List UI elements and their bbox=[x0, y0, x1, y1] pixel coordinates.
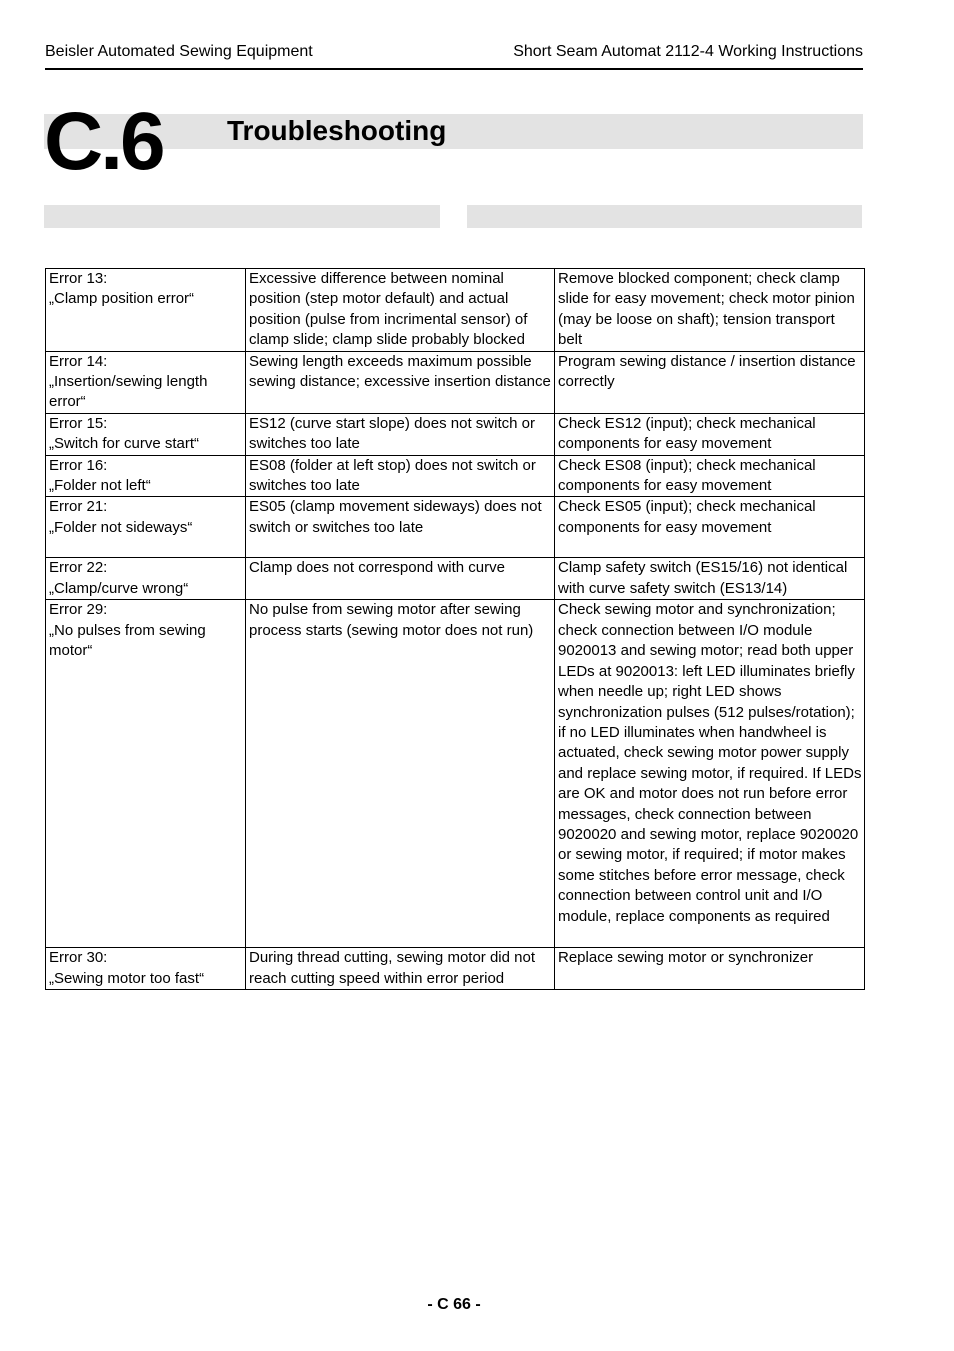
cause-cell: ES12 (curve start slope) does not switch or switches too late bbox=[246, 413, 555, 455]
cause-cell: During thread cutting, sewing motor did not reach cutting speed within error period bbox=[246, 948, 555, 990]
page-number: - C 66 - bbox=[427, 1296, 481, 1313]
table-row bbox=[46, 600, 865, 948]
error-code: Error 21: bbox=[49, 498, 108, 516]
error-cell bbox=[46, 948, 246, 990]
error-code: Error 16: bbox=[49, 456, 108, 474]
error-code: Error 30: bbox=[49, 949, 108, 967]
error-code: Error 13: bbox=[49, 270, 108, 287]
remedy-cell: Check ES08 (input); check mechanical components for easy movement bbox=[555, 455, 865, 497]
error-code: Error 22: bbox=[49, 559, 108, 577]
remedy-cell: Remove blocked component; check clamp slide for easy movement; check motor pinion (may be loose on shaft); tension transport belt bbox=[555, 269, 865, 352]
cause-cell: Clamp does not correspond with curve bbox=[246, 558, 555, 600]
chapter-number: C.6 bbox=[44, 96, 163, 187]
error-name: „No pulses from sewing motor“ bbox=[49, 621, 206, 660]
table-row bbox=[46, 455, 865, 497]
error-name: „Clamp/curve wrong“ bbox=[49, 579, 189, 597]
table-row bbox=[46, 497, 865, 558]
error-code: Error 14: bbox=[49, 352, 108, 370]
remedy-cell: Program sewing distance / insertion distance correctly bbox=[555, 351, 865, 413]
table-row bbox=[46, 351, 865, 413]
remedy-cell: Replace sewing motor or synchronizer bbox=[555, 948, 865, 990]
section-title: Troubleshooting bbox=[227, 115, 447, 146]
column-bar-left bbox=[44, 205, 440, 228]
table-row bbox=[46, 558, 865, 600]
error-code: Error 29: bbox=[49, 601, 108, 619]
error-name: „Folder not left“ bbox=[49, 477, 151, 495]
error-cell bbox=[46, 600, 246, 948]
table-row bbox=[46, 413, 865, 455]
troubleshooting-table bbox=[45, 268, 865, 990]
cause-cell: Excessive difference between nominal position (step motor default) and actual position (pulse from incrimental sensor) of clamp slide; clamp slide probably blocked bbox=[246, 269, 555, 352]
header-right-text: Short Seam Automat 2112-4 Working Instructions bbox=[513, 43, 863, 60]
error-cell bbox=[46, 351, 246, 413]
error-name: „Sewing motor too fast“ bbox=[49, 969, 205, 987]
header-left-text: Beisler Automated Sewing Equipment bbox=[45, 43, 313, 60]
remedy-cell: Clamp safety switch (ES15/16) not identical with curve safety switch (ES13/14) bbox=[555, 558, 865, 600]
header-rule bbox=[45, 68, 863, 70]
title-band bbox=[44, 114, 863, 149]
table-row bbox=[46, 269, 865, 352]
error-cell bbox=[46, 269, 246, 352]
error-name: „Insertion/sewing length error“ bbox=[49, 373, 208, 411]
error-cell bbox=[46, 497, 246, 558]
error-name: „Clamp position error“ bbox=[49, 290, 195, 308]
cause-cell: ES08 (folder at left stop) does not switch or switches too late bbox=[246, 455, 555, 497]
error-cell bbox=[46, 558, 246, 600]
cause-cell: Sewing length exceeds maximum possible sewing distance; excessive insertion distance bbox=[246, 351, 555, 413]
error-name: „Switch for curve start“ bbox=[49, 435, 200, 453]
error-cell bbox=[46, 413, 246, 455]
cause-cell: No pulse from sewing motor after sewing process starts (sewing motor does not run) bbox=[246, 600, 555, 948]
remedy-cell: Check sewing motor and synchronization; check connection between I/O module 9020013 and sewing motor; read both upper LEDs at 9020013: left LED illuminates briefly when needle up; right LED shows synchronization pulses (512 pulses/rotation); if no LED illuminates when handwheel is actuated, check sewing motor power supply and replace sewing motor, if required. If LEDs are OK and motor does not run before error messages, check connection between 9020020 and sewing motor, replace 9020020 or sewing motor, if required; if motor makes some stitches before error message, check connection between control unit and I/O module, replace components as required bbox=[555, 600, 865, 948]
error-cell bbox=[46, 455, 246, 497]
error-name: „Folder not sideways“ bbox=[49, 518, 193, 536]
remedy-cell: Check ES12 (input); check mechanical components for easy movement bbox=[555, 413, 865, 455]
column-bar-right bbox=[467, 205, 862, 228]
table-row bbox=[46, 948, 865, 990]
error-code: Error 15: bbox=[49, 414, 108, 432]
cause-cell: ES05 (clamp movement sideways) does not switch or switches too late bbox=[246, 497, 555, 558]
remedy-cell: Check ES05 (input); check mechanical components for easy movement bbox=[555, 497, 865, 558]
